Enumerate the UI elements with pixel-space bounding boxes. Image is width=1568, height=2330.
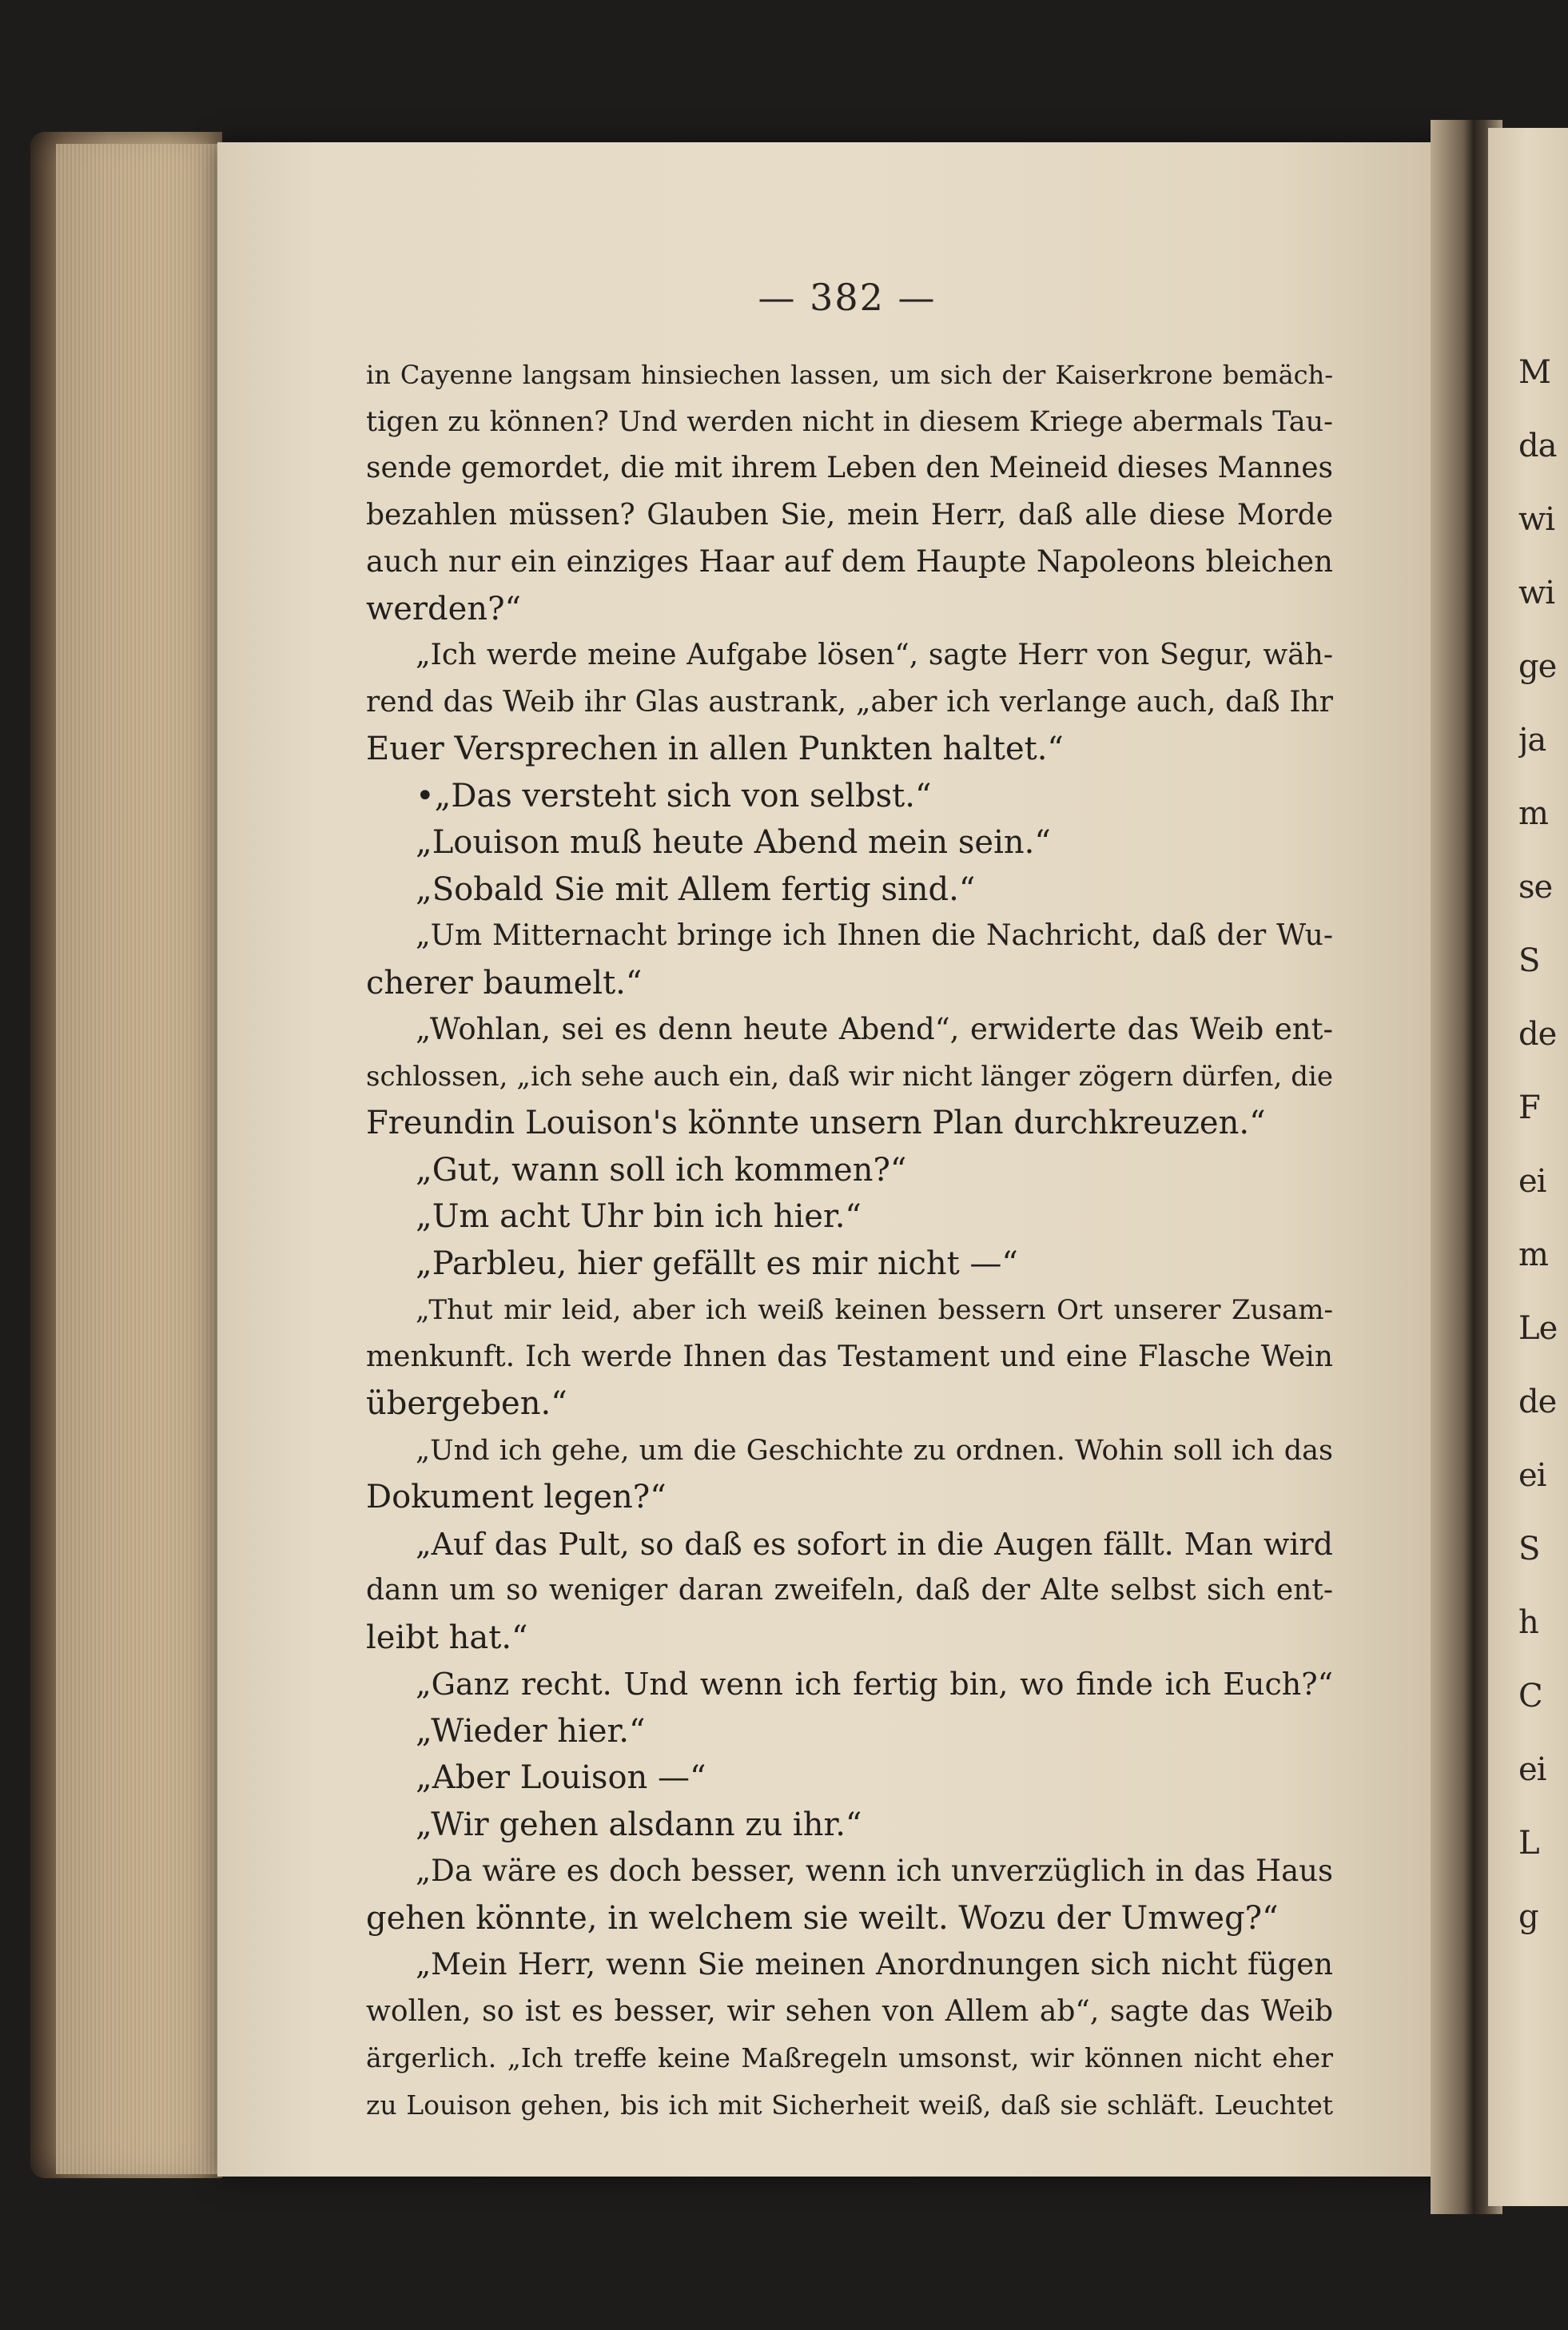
text-line: auch nur ein einziges Haar auf dem Haupte Napoleons bleichen [366,544,1333,579]
text-line: •„Das versteht sich von selbst.“ [416,777,932,815]
text-line: zu Louison gehen, bis ich mit Sicherheit weiß, daß sie schläft. Leuchtet [366,2089,1333,2121]
text-line: cherer baumelt.“ [366,964,643,1002]
text-line: „Thut mir leid, aber ich weiß keinen bessern Ort unserer Zusam- [416,1294,1333,1326]
right-page-fragment: de [1518,1384,1557,1420]
text-line: „Gut, wann soll ich kommen?“ [416,1151,907,1189]
text-line: „Ich werde meine Aufgabe lösen“, sagte Herr von Segur, wäh- [416,639,1333,671]
right-page-fragment: M [1518,354,1550,391]
right-page-fragment: de [1518,1016,1557,1053]
text-line: rend das Weib ihr Glas austrank, „aber ich verlange auch, daß Ihr [366,685,1333,719]
text-line: übergeben.“ [366,1385,567,1422]
right-page-fragment: Le [1518,1310,1558,1347]
text-line: in Cayenne langsam hinsiechen lassen, um sich der Kaiserkrone bemäch- [366,360,1333,390]
text-line: „Da wäre es doch besser, wenn ich unverzüglich in das Haus [416,1854,1333,1888]
page-text [366,352,1333,2129]
text-line: ärgerlich. „Ich treffe keine Maßregeln umsonst, wir können nicht eher [366,2042,1333,2073]
text-line: „Um acht Uhr bin ich hier.“ [416,1198,862,1235]
right-page-fragment: ge [1518,648,1557,685]
right-page-fragment: m [1518,795,1548,832]
right-page-fragment: ja [1518,722,1546,759]
right-page-fragment: wi [1518,575,1555,611]
right-page-fragment: S [1518,1531,1540,1567]
page-stack [56,144,224,2174]
text-line: bezahlen müssen? Glauben Sie, mein Herr, daß alle diese Morde [366,498,1333,532]
text-line: leibt hat.“ [366,1619,528,1656]
text-line: gehen könnte, in welchem sie weilt. Wozu der Umweg?“ [366,1899,1279,1937]
text-line: „Wohlan, sei es denn heute Abend“, erwiderte das Weib ent- [416,1012,1333,1046]
text-line: „Mein Herr, wenn Sie meinen Anordnungen sich nicht fügen [416,1947,1333,1981]
text-line: sende gemordet, die mit ihrem Leben den Meineid dieses Mannes [366,452,1333,484]
text-line: Dokument legen?“ [366,1479,667,1515]
right-page-fragment: ei [1518,1751,1546,1788]
text-line: „Louison muß heute Abend mein sein.“ [416,824,1051,861]
text-line: „Auf das Pult, so daß es sofort in die Augen fällt. Man wird [416,1526,1333,1562]
text-line: menkunft. Ich werde Ihnen das Testament und eine Flasche Wein [366,1340,1333,1373]
right-page-fragment: se [1518,869,1553,906]
text-line: „Um Mitternacht bringe ich Ihnen die Nachricht, daß der Wu- [416,919,1333,952]
text-line: schlossen, „ich sehe auch ein, daß wir nicht länger zögern dürfen, die [366,1060,1333,1093]
right-page-fragment: S [1518,942,1540,979]
right-page-fragments [1518,336,1566,1954]
right-page-fragment: wi [1518,501,1555,538]
right-page-fragment: F [1518,1089,1540,1126]
text-line: „Sobald Sie mit Allem fertig sind.“ [416,870,976,908]
text-line: tigen zu können? Und werden nicht in diesem Kriege abermals Tau- [366,405,1333,438]
text-line: „Wir gehen alsdann zu ihr.“ [416,1806,862,1843]
right-page-fragment: g [1518,1898,1538,1935]
text-line: wollen, so ist es besser, wir sehen von Allem ab“, sagte das Weib [366,1994,1333,2028]
text-line: dann um so weniger daran zweifeln, daß der Alte selbst sich ent- [366,1574,1333,1607]
text-line: Freundin Louison's könnte unsern Plan durchkreuzen.“ [366,1105,1266,1141]
right-page-fragment: ei [1518,1163,1546,1200]
text-line: „Wieder hier.“ [416,1712,646,1750]
text-line: „Aber Louison —“ [416,1759,706,1796]
right-page-fragment: da [1518,428,1557,464]
text-line: werden?“ [366,590,521,627]
right-page-fragment: L [1518,1825,1539,1862]
right-page-fragment: C [1518,1678,1542,1715]
right-page-fragment: h [1518,1604,1538,1641]
text-line: „Und ich gehe, um die Geschichte zu ordnen. Wohin soll ich das [416,1434,1333,1467]
right-page-fragment: m [1518,1237,1548,1273]
text-line: „Parbleu, hier gefällt es mir nicht —“ [416,1245,1018,1282]
text-line: Euer Versprechen in allen Punkten haltet.“ [366,731,1064,767]
text-line: „Ganz recht. Und wenn ich fertig bin, wo finde ich Euch?“ [416,1667,1333,1702]
page-number: — 382 — [758,276,937,319]
right-page-fragment: ei [1518,1457,1546,1494]
